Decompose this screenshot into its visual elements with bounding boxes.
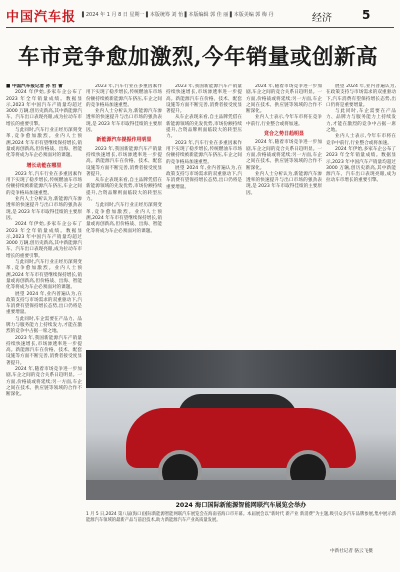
paragraph: 业内人士表示,今年车市将在竞争中前行,行业整合或将加速。 (246, 115, 322, 127)
paragraph: 与此同时,车企需要在产品力、品牌力与服务能力上持续发力,才能在激烈的竞争中占据一席之地。 (326, 109, 396, 134)
article-column-3 (166, 84, 242, 346)
article-column-5 (326, 84, 396, 346)
paragraph: 业内人士分析认为,新能源汽车渗透率的快速提升与出口市场的强劲表现,是 2023 年车市取得佳绩的主要原因。 (86, 109, 162, 134)
paragraph: 展望 2024 年,业内普遍认为,在政策支持与市场需求的双重驱动下,汽车消费有望保持增长态势,出口仍将是重要增量。 (166, 165, 242, 190)
paragraph: 2023 年,汽车行业在多重因素作用下实现了稳步增长,传统燃油车市场份额持续被新能源汽车挤压,车企之间的竞争格局加速重塑。 (86, 84, 162, 108)
paragraph: 2024 年伊始,多家车企公布了 2023 年全年销量成绩。数据显示,2023 年中国汽车产销量均超过 3000 万辆,创历史新高,其中新能源汽车、汽车出口表现亮眼,成为拉动车市增长的重要引擎。 (6, 222, 82, 259)
article-column-2 (86, 84, 162, 346)
subhead: 增长动能在哪里 (26, 162, 62, 169)
paragraph: 2023 年,我国新能源汽车产销量持续快速增长,市场渗透率进一步提高。新能源汽车在价格、技术、配套设施等方面不断完善,消费者接受度显著提升。 (6, 335, 82, 366)
subhead: 竞合之势日趋明显 (263, 131, 304, 138)
subhead: 新能源汽车提振作用明显 (96, 137, 152, 144)
paragraph: 展望 2024 年,业内普遍认为,在政策支持与市场需求的双重驱动下,汽车消费有望保持增长态势,出口仍将是重要增量。 (6, 291, 82, 316)
paragraph: 2023 年,我国新能源汽车产销量持续快速增长,市场渗透率进一步提高。新能源汽车在价格、技术、配套设施等方面不断完善,消费者接受度显著提升。 (86, 146, 162, 177)
dateline: ▌2024 年 1 月 8 日 星期一 ▌本版统筹 刘 怡 ▌本版编辑 郭 佳 丽 ▌本版美编 郭 梅 丹 (82, 12, 274, 18)
paragraph: 业内人士表示,今年车市将在竞争中前行,行业整合或将加速。 (326, 134, 396, 146)
article-column-4 (246, 84, 322, 346)
paragraph: 2024 年伊始,多家车企公布了 2023 年全年销量成绩。数据显示,2023 年中国汽车产销量均超过 3000 万辆,创历史新高,其中新能源汽车、汽车出口表现亮眼,成为拉动车市增长的重要引擎。 (326, 146, 396, 184)
photo-credit: 中新社记者 骆云飞摄 (330, 549, 373, 554)
photo-caption-text: 1 月 5 日,2024 第八届(海口)国际新能源智能网联汽车展览会在海南省海口市开幕。本届展会以“新时代 新产业 新消费”为主题,吸引众多汽车品牌参展,集中展示新能源汽车领域的最新产品与前沿技术,助力新能源汽车产业高质量发展。 (86, 512, 396, 523)
paragraph: 2024 年,随着市场竞争进一步加剧,车企之间的竞合关系日趋明显。一方面,价格战或将延续;另一方面,车企之间在技术、供应链等领域的合作不断深化。 (246, 84, 322, 115)
paragraph: 业内人士分析认为,新能源汽车渗透率的快速提升与出口市场的强劲表现,是 2023 年车市取得佳绩的主要原因。 (6, 197, 82, 221)
paragraph: 2024 年伊始,多家车企公布了 2023 年全年销量成绩。数据显示,2023 年中国汽车产销量均超过 3000 万辆,创历史新高,其中新能源汽车、汽车出口表现亮眼,成为拉动车市增长的重要引擎。 (6, 90, 82, 127)
paragraph: 从车企表现来看,自主品牌凭借在新能源领域的先发优势,市场份额持续提升,合资品牌则面临较大的转型压力。 (86, 178, 162, 203)
byline: ■ 中国汽车报记者 孙 哲 蕾 (6, 84, 63, 89)
article-headline: 车市竞争愈加激烈,今年销量或创新高 (18, 45, 378, 70)
article-column-1 (6, 84, 82, 554)
exhibition-banner (86, 350, 396, 388)
paragraph: 2023 年,汽车行业在多重因素作用下实现了稳步增长,传统燃油车市场份额持续被新能源汽车挤压,车企之间的竞争格局加速重塑。 (6, 171, 82, 196)
paragraph: 与此同时,车企需要在产品力、品牌力与服务能力上持续发力,才能在激烈的竞争中占据一席之地。 (6, 316, 82, 335)
photo-caption-title: 2024 海口国际新能源智能网联汽车展览会举办 (175, 502, 307, 509)
page-number: 5 (362, 8, 371, 22)
paragraph: 2024 年,随着市场竞争进一步加剧,车企之间的竞合关系日趋明显。一方面,价格战或将延续;另一方面,车企之间在技术、供应链等领域的合作不断深化。 (246, 140, 322, 171)
paragraph: 从车企表现来看,自主品牌凭借在新能源领域的先发优势,市场份额持续提升,合资品牌则面临较大的转型压力。 (166, 115, 242, 140)
paragraph: 2024 年,随着市场竞争进一步加剧,车企之间的竞合关系日趋明显。一方面,价格战或将延续;另一方面,车企之间在技术、供应链等领域的合作不断深化。 (6, 367, 82, 398)
section-tab (280, 7, 380, 24)
paragraph: 展望 2024 年,业内普遍认为,在政策支持与市场需求的双重驱动下,汽车消费有望保持增长态势,出口仍将是重要增量。 (326, 84, 396, 108)
paragraph: 2023 年,我国新能源汽车产销量持续快速增长,市场渗透率进一步提高。新能源汽车在价格、技术、配套设施等方面不断完善,消费者接受度显著提升。 (166, 84, 242, 115)
news-photo-red-car (86, 350, 396, 500)
paragraph: 2023 年,汽车行业在多重因素作用下实现了稳步增长,传统燃油车市场份额持续被新能源汽车挤压,车企之间的竞争格局加速重塑。 (166, 140, 242, 165)
section-name: 经济 (312, 13, 332, 24)
paragraph: 与此同时,汽车行业正经历深刻变革,竞争愈加激烈。业内人士预测,2024 年车市有望继续保持增长,销量或再创新高,但价格战、出海、智能化等将成为车企必须面对的课题。 (6, 260, 82, 291)
paragraph: 与此同时,汽车行业正经历深刻变革,竞争愈加激烈。业内人士预测,2024 年车市有望继续保持增长,销量或再创新高,但价格战、出海、智能化等将成为车企必须面对的课题。 (6, 128, 82, 159)
newspaper-logo: 中国汽车报 (6, 10, 77, 25)
masthead (0, 0, 400, 30)
paragraph: 业内人士分析认为,新能源汽车渗透率的快速提升与出口市场的强劲表现,是 2023 年车市取得佳绩的主要原因。 (246, 171, 322, 196)
paragraph: 与此同时,汽车行业正经历深刻变革,竞争愈加激烈。业内人士预测,2024 年车市有望继续保持增长,销量或再创新高,但价格战、出海、智能化等将成为车企必须面对的课题。 (86, 203, 162, 234)
masthead-rule (6, 27, 394, 28)
exhibition-floor (86, 480, 396, 500)
